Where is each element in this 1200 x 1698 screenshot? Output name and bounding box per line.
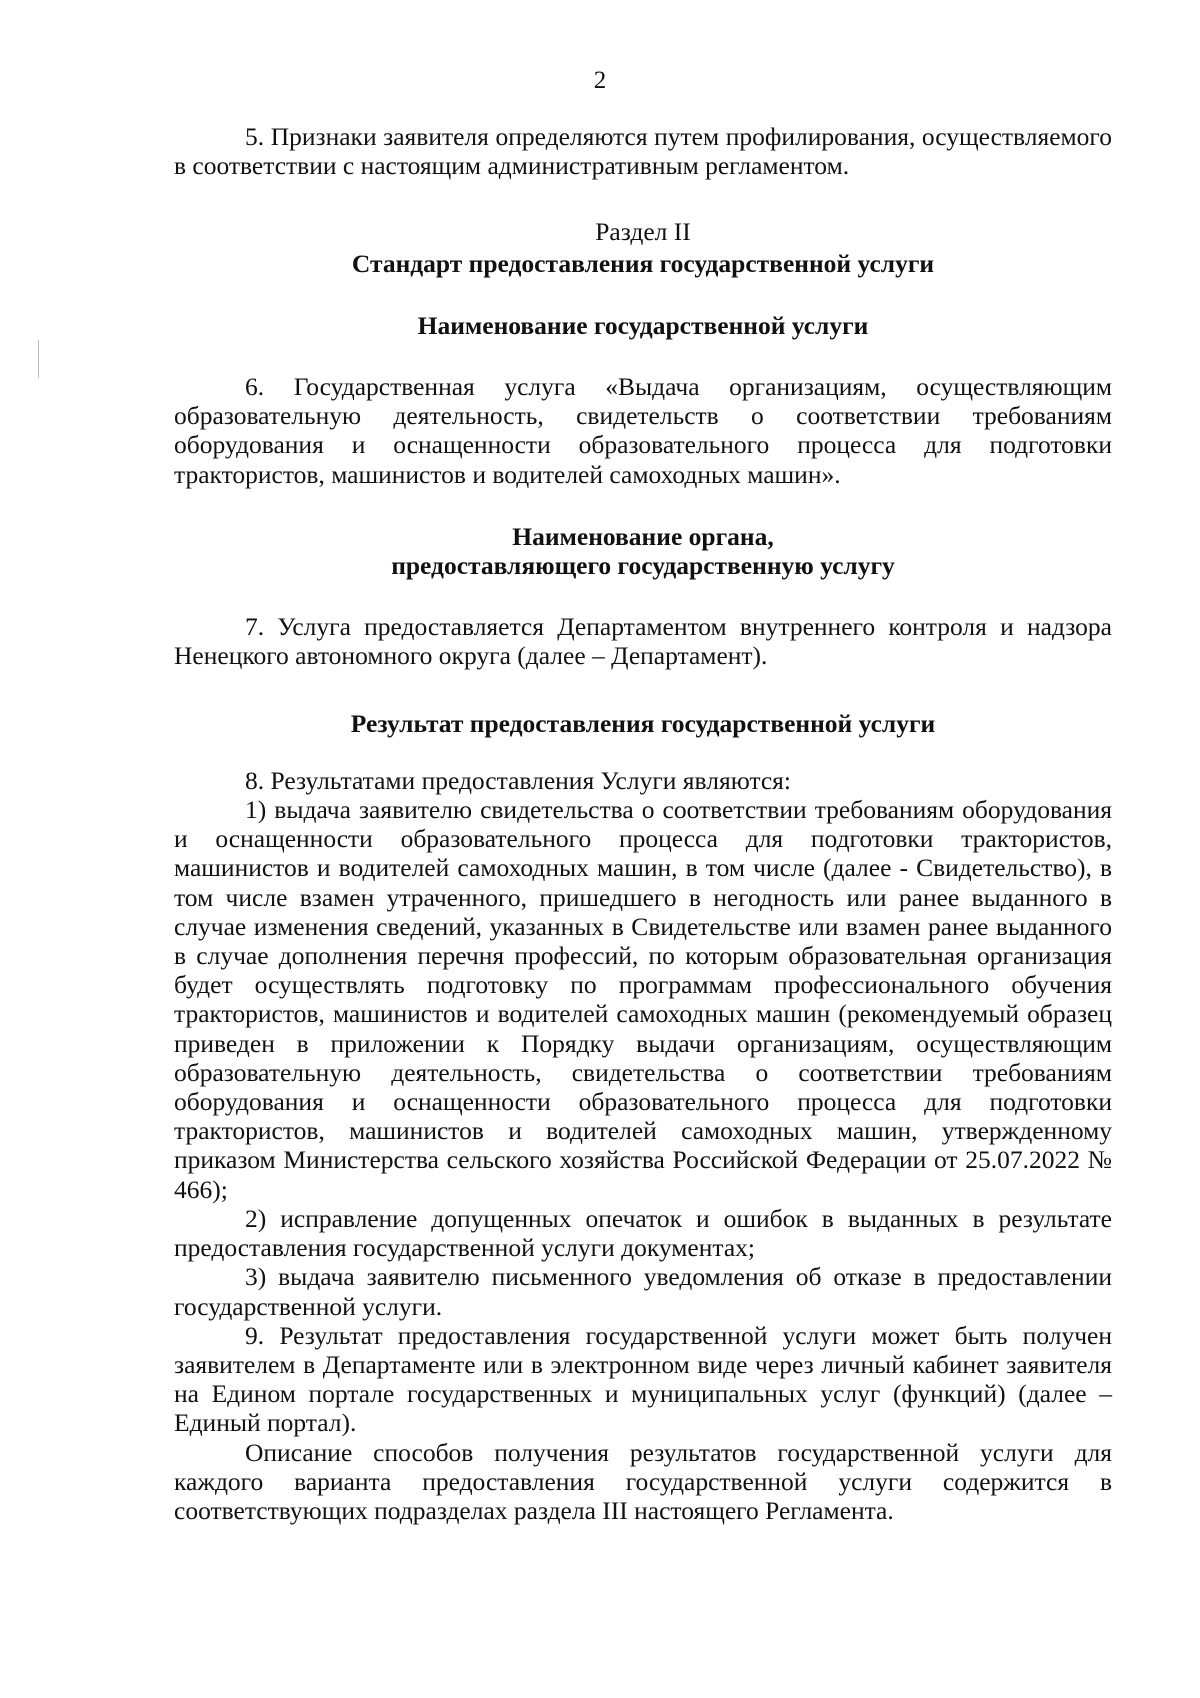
paragraph-6: 6. Государственная услуга «Выдача организациям, осуществляющим образовательную деятельность, свидетельств о соответствии требованиям оборудования и оснащенности образовательного процесса для подготовки трактористов, машинистов и водителей самоходных машин».: [174, 372, 1112, 489]
section-label: Раздел II: [595, 217, 691, 247]
paragraph-result-description: Описание способов получения результатов государственной услуги для каждого варианта предоставления государственной услуги содержится в соответствующих подразделах раздела III настоящего Регламента.: [174, 1437, 1112, 1525]
paragraph-8-item-2: 2) исправление допущенных опечаток и ошибок в выданных в результате предоставления государственной услуги документах;: [174, 1203, 1112, 1263]
section-title: Стандарт предоставления государственной услуги: [351, 248, 935, 278]
paragraph-8-item-1: 1) выдача заявителю свидетельства о соответствии требованиям оборудования и оснащенности образовательного процесса для подготовки трактористов, машинистов и водителей самоходных машин, в том числе (далее - Свидетельство), в том числе взамен утраченного, пришедшего в негодность или ранее выданного в случае изменения сведений, указанных в Свидетельстве или взамен ранее выданного в случае дополнения перечня профессий, по которым образовательная организация будет осуществлять подготовку по программам профессионального обучения трактористов, машинистов и водителей самоходных машин (рекомендуемый образец приведен в приложении к Порядку выдачи организациям, осуществляющим образовательную деятельность, свидетельства о соответствии требованиям оборудования и оснащенности образовательного процесса для подготовки трактористов, машинистов и водителей самоходных машин, утвержденному приказом Министерства сельского хозяйства Российской Федерации от 25.07.2022 № 466);: [174, 795, 1112, 1204]
heading-authority-line-2: предоставляющего государственную услугу: [391, 551, 895, 581]
heading-authority: [174, 522, 1112, 580]
heading-authority-line-1: Наименование органа,: [512, 521, 774, 551]
heading-result: Результат предоставления государственной услуги: [350, 708, 936, 738]
heading-service-name: Наименование государственной услуги: [417, 310, 869, 340]
page-number: 2: [593, 67, 607, 94]
paragraph-8-item-3: 3) выдача заявителю письменного уведомления об отказе в предоставлении государственной услуги.: [174, 1262, 1112, 1321]
paragraph-9: 9. Результат предоставления государственной услуги может быть получен заявителем в Департаменте или в электронном виде через личный кабинет заявителя на Едином портале государственных и муниципальных услуг (функций) (далее – Единый портал).: [174, 1320, 1112, 1438]
scan-artifact-mark: [38, 340, 39, 378]
paragraph-8: 8. Результатами предоставления Услуги являются:: [245, 765, 791, 795]
document-body: [174, 122, 1112, 1525]
paragraph-5: 5. Признаки заявителя определяются путем профилирования, осуществляемого в соответствии с настоящим административным регламентом.: [174, 122, 1112, 181]
paragraph-7: 7. Услуга предоставляется Департаментом внутреннего контроля и надзора Ненецкого автономного округа (далее – Департамент).: [174, 612, 1112, 671]
